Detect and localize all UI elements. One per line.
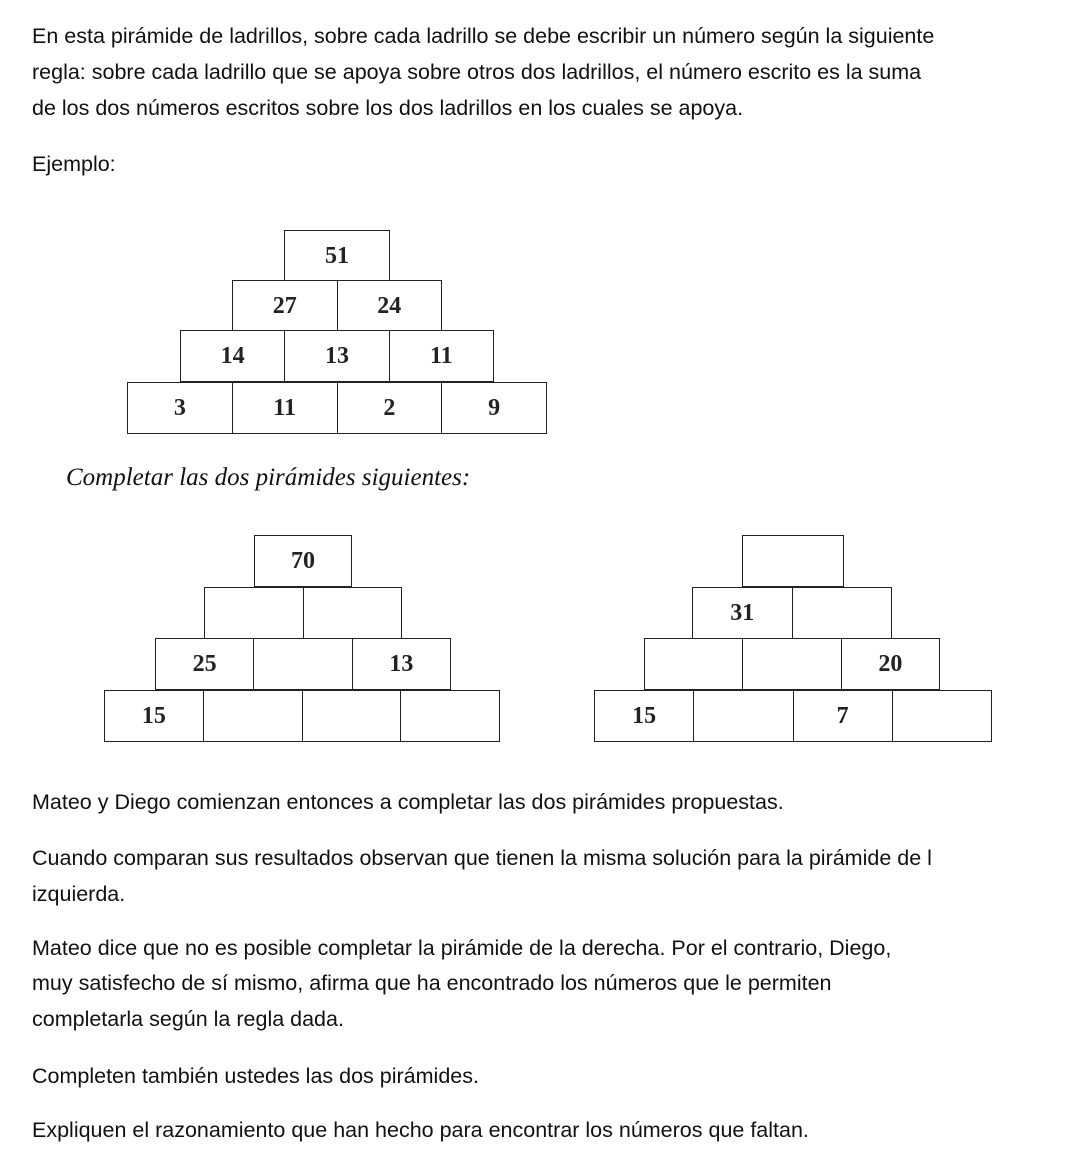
left-row-4 xyxy=(104,690,500,742)
left-brick: 25 xyxy=(192,650,217,677)
example-row-1 xyxy=(284,230,390,282)
right-brick xyxy=(693,691,792,741)
instruction-heading: Completar las dos pirámides siguientes: xyxy=(66,464,471,491)
example-brick: 11 xyxy=(232,383,337,433)
example-brick: 27 xyxy=(272,292,297,319)
left-brick xyxy=(253,639,351,689)
paragraph-4: Completen también ustedes las dos pirámides. xyxy=(32,1064,479,1088)
example-brick: 3 xyxy=(173,394,186,421)
right-row-1 xyxy=(742,535,844,587)
example-row-4 xyxy=(127,382,547,434)
example-brick: 13 xyxy=(284,331,388,381)
paragraph-5: Expliquen el razonamiento que han hecho para encontrar los números que faltan. xyxy=(32,1118,809,1142)
left-row-1 xyxy=(254,535,352,587)
right-brick: 20 xyxy=(841,639,939,689)
example-brick: 24 xyxy=(337,281,442,331)
right-brick: 15 xyxy=(632,702,657,729)
example-label: Ejemplo: xyxy=(32,152,116,176)
right-row-3 xyxy=(644,638,940,690)
left-brick xyxy=(400,691,499,741)
right-row-4 xyxy=(594,690,992,742)
example-brick: 51 xyxy=(325,242,349,269)
paragraph-3-line-3: completarla según la regla dada. xyxy=(32,1007,344,1031)
left-brick xyxy=(203,691,302,741)
right-row-2 xyxy=(692,587,892,639)
left-brick: 70 xyxy=(291,547,315,574)
right-brick xyxy=(743,536,843,586)
paragraph-3-line-1: Mateo dice que no es posible completar la pirámide de la derecha. Por el contrario, Diego, xyxy=(32,936,892,960)
example-brick: 11 xyxy=(389,331,493,381)
left-brick xyxy=(302,691,401,741)
right-brick: 7 xyxy=(793,691,892,741)
right-brick xyxy=(645,639,742,689)
right-brick xyxy=(742,639,840,689)
paragraph-2-line-1: Cuando comparan sus resultados observan que tienen la misma solución para la pirámide de l xyxy=(32,846,932,870)
example-row-2 xyxy=(232,280,442,332)
right-brick xyxy=(892,691,991,741)
left-row-2 xyxy=(204,587,402,639)
paragraph-2-line-2: izquierda. xyxy=(32,882,126,906)
intro-line-2: regla: sobre cada ladrillo que se apoya sobre otros dos ladrillos, el número escrito es la suma xyxy=(32,60,922,84)
left-brick xyxy=(303,588,402,638)
left-brick xyxy=(205,588,303,638)
left-row-3 xyxy=(155,638,451,690)
right-brick xyxy=(792,588,892,638)
paragraph-1: Mateo y Diego comienzan entonces a completar las dos pirámides propuestas. xyxy=(32,790,784,814)
intro-line-3: de los dos números escritos sobre los dos ladrillos en los cuales se apoya. xyxy=(32,96,744,120)
right-brick: 31 xyxy=(730,599,755,626)
example-brick: 9 xyxy=(441,383,546,433)
paragraph-3-line-2: muy satisfecho de sí mismo, afirma que ha encontrado los números que le permiten xyxy=(32,971,832,995)
example-brick: 2 xyxy=(337,383,442,433)
intro-line-1: En esta pirámide de ladrillos, sobre cada ladrillo se debe escribir un número según la siguiente xyxy=(32,24,935,48)
example-brick: 14 xyxy=(220,342,245,369)
example-row-3 xyxy=(180,330,494,382)
left-brick: 15 xyxy=(141,702,166,729)
left-brick: 13 xyxy=(352,639,450,689)
